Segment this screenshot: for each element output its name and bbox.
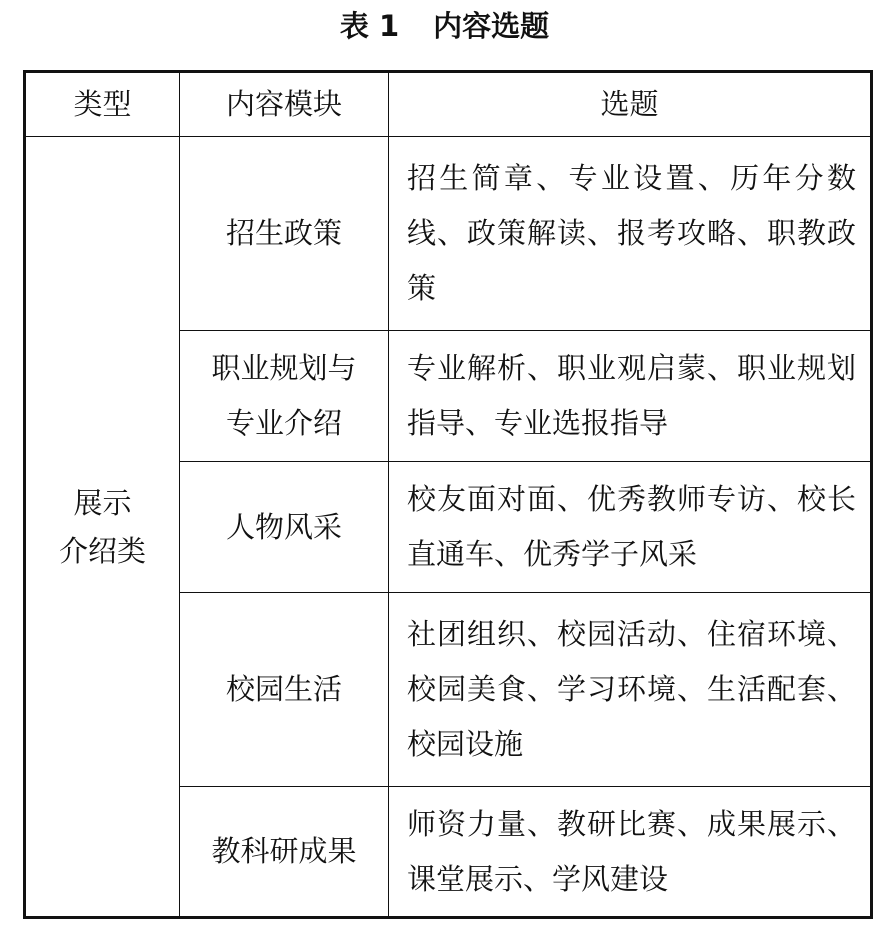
module-line: 职业规划与 [211, 351, 357, 385]
type-line: 展示 [73, 485, 132, 520]
module-cell [180, 593, 389, 787]
type-cell [25, 137, 180, 918]
type-line: 介绍类 [58, 533, 146, 568]
table-caption [0, 6, 889, 46]
module-cell [180, 137, 389, 331]
module-line: 人物风采 [225, 509, 342, 544]
module-line: 校园生活 [225, 672, 342, 706]
topics-cell: 校友面对面、优秀教师专访、校长直通车、优秀学子风采 [389, 462, 872, 593]
header-type: 类型 [25, 72, 180, 137]
module-cell [180, 462, 389, 593]
table-header-row [25, 72, 872, 137]
topics-cell: 师资力量、教研比赛、成果展示、课堂展示、学风建设 [389, 787, 872, 918]
table-title: 内容选题 [433, 9, 550, 43]
topics-cell: 招生简章、专业设置、历年分数线、政策解读、报考攻略、职教政策 [389, 137, 872, 331]
module-line: 招生政策 [225, 216, 342, 250]
table-number: 表 1 [339, 9, 400, 43]
topics-cell: 专业解析、职业观启蒙、职业规划指导、专业选报指导 [389, 331, 872, 462]
module-cell [180, 787, 389, 918]
table-row [25, 137, 872, 331]
module-cell [180, 331, 389, 462]
header-module: 内容模块 [180, 72, 389, 137]
topics-cell: 社团组织、校园活动、住宿环境、校园美食、学习环境、生活配套、校园设施 [389, 593, 872, 787]
header-topics: 选题 [389, 72, 872, 137]
module-line: 教科研成果 [211, 834, 357, 868]
content-topics-table [23, 70, 873, 919]
module-line: 专业介绍 [225, 406, 342, 440]
